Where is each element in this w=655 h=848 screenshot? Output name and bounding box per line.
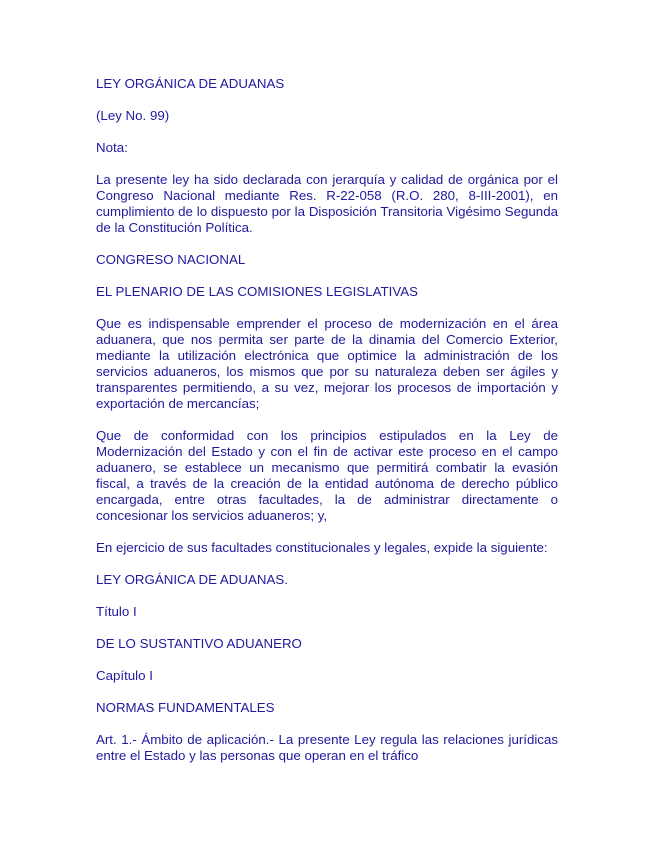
plenary-heading: EL PLENARIO DE LAS COMISIONES LEGISLATIVAS xyxy=(96,284,418,299)
chapter-name: NORMAS FUNDAMENTALES xyxy=(96,700,275,715)
law-title: LEY ORGÁNICA DE ADUANAS xyxy=(96,76,285,91)
title-label: Título I xyxy=(96,604,137,619)
law-number: (Ley No. 99) xyxy=(96,108,170,123)
whereas-paragraph-1: Que es indispensable emprender el proceso de modernización en el área aduanera, que nos permita ser parte de la dinamia del Comercio Exterior, mediante la utilización electrónica que optimice la administración de los servicios aduaneros, los mismos que por su naturaleza deben ser ágiles y transparentes permitiendo, a su vez, mejorar los procesos de importación y exportación de mercancías; xyxy=(96,316,558,411)
law-title-repeat: LEY ORGÁNICA DE ADUANAS. xyxy=(96,572,288,587)
congress-heading: CONGRESO NACIONAL xyxy=(96,252,246,267)
note-text: La presente ley ha sido declarada con jerarquía y calidad de orgánica por el Congreso Nacional mediante Res. R-22-058 (R.O. 280, 8-III-2001), en cumplimiento de lo dispuesto por la Disposición Transitoria Vigésimo Segunda de la Constitución Política. xyxy=(96,172,558,235)
note-label: Nota: xyxy=(96,140,128,155)
document-body xyxy=(96,76,558,780)
chapter-label: Capítulo I xyxy=(96,668,153,683)
enactment-paragraph: En ejercicio de sus facultades constitucionales y legales, expide la siguiente: xyxy=(96,540,548,555)
article-1-paragraph: Art. 1.- Ámbito de aplicación.- La presente Ley regula las relaciones jurídicas entre el Estado y las personas que operan en el tráfico xyxy=(96,732,558,763)
title-name: DE LO SUSTANTIVO ADUANERO xyxy=(96,636,302,651)
whereas-paragraph-2: Que de conformidad con los principios estipulados en la Ley de Modernización del Estado y con el fin de activar este proceso en el campo aduanero, se establece un mecanismo que permitirá combatir la evasión fiscal, a través de la creación de la entidad autónoma de derecho público encargada, entre otras facultades, la de administrar directamente o concesionar los servicios aduaneros; y, xyxy=(96,428,558,523)
